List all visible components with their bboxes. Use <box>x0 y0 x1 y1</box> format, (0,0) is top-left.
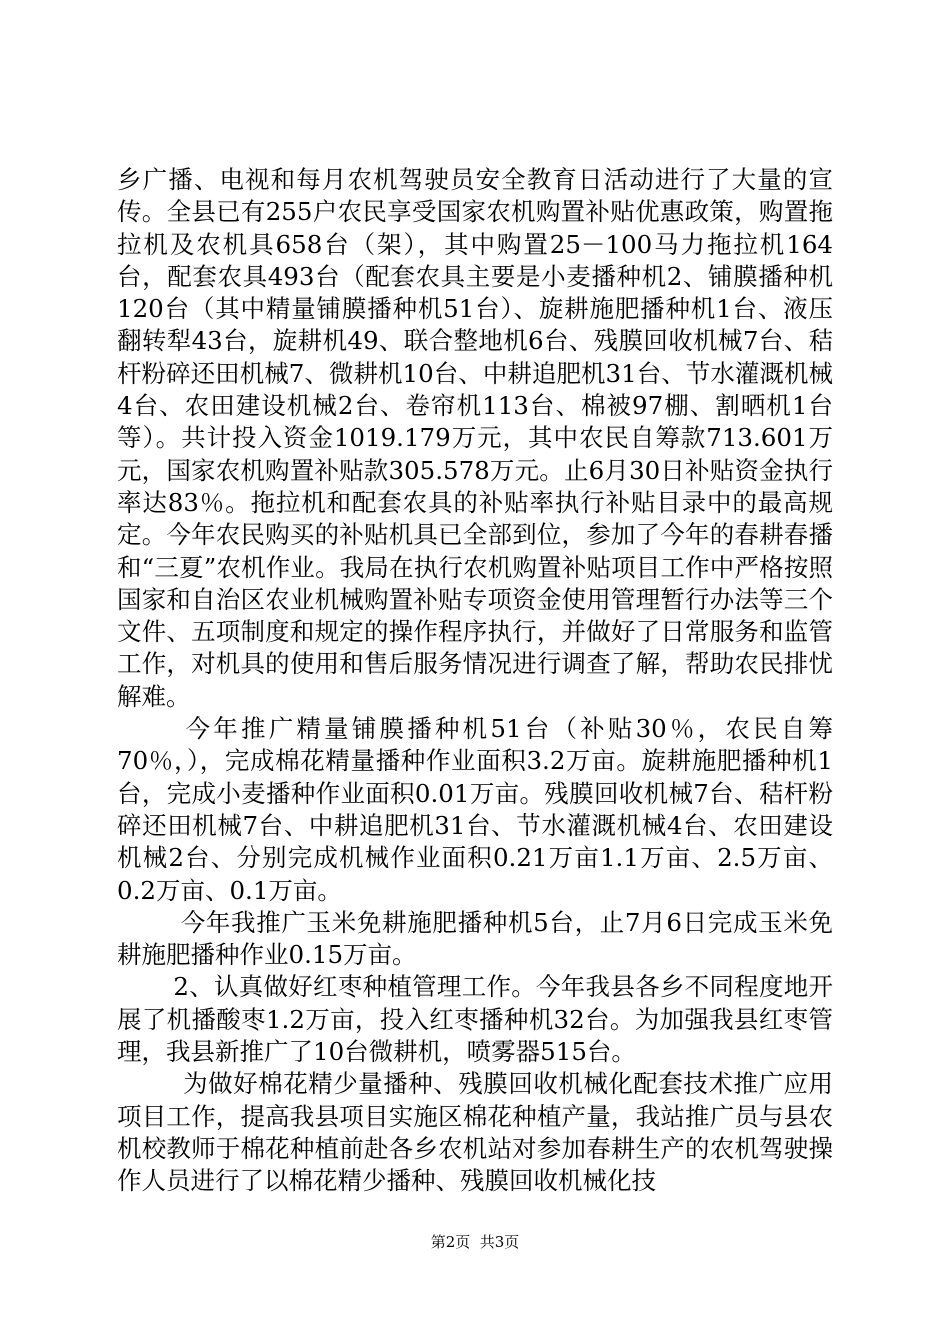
paragraph-subsidy-summary: 乡广播、电视和每月农机驾驶员安全教育日活动进行了大量的宣传。全县已有255户农民享受国家农机购置补贴优惠政策，购置拖拉机及农机具658台（架），其中购置25－100马力拖拉机164台，配套农具493台（配套农具主要是小麦播种机2、铺膜播种机120台（其中精量铺膜播种机51台）、旋耕施肥播种机1台、液压翻转犁43台，旋耕机49、联合整地机6台、残膜回收机械7台、秸杆粉碎还田机械7、微耕机10台、中耕追肥机31台、节水灌溉机械4台、农田建设机械2台、卷帘机113台、棉被97棚、割晒机1台等）。共计投入资金1019.179万元，其中农民自筹款713.601万元，国家农机购置补贴款305.578万元。止6月30日补贴资金执行率达83％。拖拉机和配套农具的补贴率执行补贴目录中的最高规定。今年农民购买的补贴机具已全部到位，参加了今年的春耕春播和“三夏”农机作业。我局在执行农机购置补贴项目工作中严格按照国家和自治区农业机械购置补贴专项资金使用管理暂行办法等三个文件、五项制度和规定的操作程序执行，并做好了日常服务和监管工作，对机具的使用和售后服务情况进行调查了解，帮助农民排忧解难。 <box>117 165 833 711</box>
document-body <box>117 164 833 1198</box>
paragraph-precision-seeding: 今年推广精量铺膜播种机51台（补贴30％，农民自筹70％，），完成棉花精量播种作业面积3.2万亩。旋耕施肥播种机1台，完成小麦播种作业面积0.01万亩。残膜回收机械7台、秸杆粉碎还田机械7台、中耕追肥机31台、节水灌溉机械4台、农田建设机械2台、分别完成机械作业面积0.21万亩1.1万亩、2.5万亩、0.2万亩、0.1万亩。 <box>117 714 833 905</box>
paragraph-jujube-management: 2、认真做好红枣种植管理工作。今年我县各乡不同程度地开展了机播酸枣1.2万亩，投入红枣播种机32台。为加强我县红枣管理，我县新推广了10台微耕机，喷雾器515台。 <box>117 972 833 1067</box>
page-number-footer: 第2页 共3页 <box>430 1233 520 1251</box>
paragraph-cotton-training: 为做好棉花精少量播种、残膜回收机械化配套技术推广应用项目工作，提高我县项目实施区棉花种植产量，我站推广员与县农机校教师于棉花种植前赴各乡农机站对参加春耕生产的农机驾驶操作人员进行了以棉花精少播种、残膜回收机械化技 <box>117 1069 833 1196</box>
paragraph-corn-seeding: 今年我推广玉米免耕施肥播种机5台，止7月6日完成玉米免耕施肥播种作业0.15万亩。 <box>117 907 833 970</box>
